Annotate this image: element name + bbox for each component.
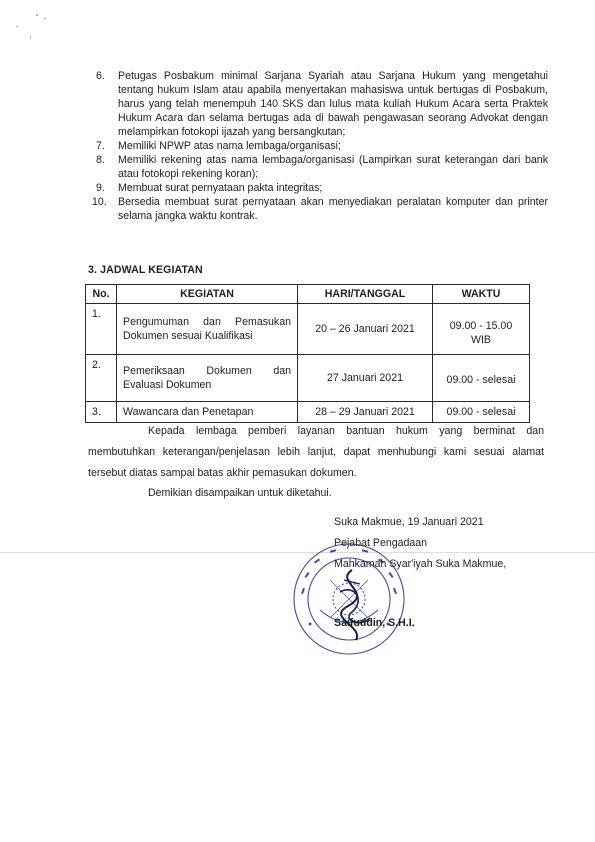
cell-kegiatan: Pemeriksaan Dokumen dan Evaluasi Dokumen [117, 355, 298, 402]
list-text: Memiliki rekening atas nama lembaga/organisasi (Lampirkan surat keterangan dari bank atau fotokopi rekening koran); [118, 154, 548, 180]
header-waktu: WAKTU [433, 285, 530, 304]
list-text: Memiliki NPWP atas nama lembaga/organisasi; [118, 140, 341, 152]
signature-org: Mahkamah Syar'iyah Suka Makmue, [334, 558, 507, 570]
cell-hari: 28 – 29 Januari 2021 [298, 402, 433, 423]
section-title: 3. JADWAL KEGIATAN [88, 264, 203, 276]
list-number: 6. [96, 70, 105, 82]
list-text: Petugas Posbakum minimal Sarjana Syariah atau Sarjana Hukum yang mengetahui tentang hukum Islam atau apabila menyertakan mahasiswa untuk bertugas di Posbakum, harus yang telah menempuh 140 SKS dan lulus mata kuliah Hukum Acara serta Praktek Hukum Acara dan selama bertugas ada di bawah pengawasan seorang Advokat dengan melampirkan fotokopi ijazah yang bersangkutan; [118, 70, 548, 138]
header-hari: HARI/TANGGAL [298, 285, 433, 304]
table-row [86, 304, 530, 355]
cell-kegiatan: Wawancara dan Penetapan [117, 402, 298, 423]
list-item [88, 181, 548, 195]
list-number: 10. [92, 196, 107, 208]
table-header-row [86, 285, 530, 304]
list-text: Membuat surat pernyataan pakta integritas; [118, 182, 323, 194]
closing-paragraph: Kepada lembaga pemberi layanan bantuan hukum yang berminat dan membutuhkan keterangan/penjelasan lebih lanjut, dapat menhubungi kami sesuai alamat tersebut diatas sampai batas akhir pemasukan dokumen. [88, 425, 544, 479]
cell-no: 3. [86, 402, 117, 423]
list-item [88, 153, 548, 181]
list-item [88, 69, 548, 139]
list-item [88, 195, 548, 223]
list-item [88, 139, 548, 153]
header-kegiatan: KEGIATAN [117, 285, 298, 304]
requirements-list [88, 69, 548, 223]
cell-hari: 20 – 26 Januari 2021 [298, 304, 433, 355]
list-number: 7. [96, 140, 105, 152]
list-number: 8. [96, 154, 105, 166]
schedule-table [85, 284, 530, 423]
header-no: No. [86, 285, 117, 304]
scan-specks [14, 12, 54, 42]
cell-waktu: 09.00 - 15.00 WIB [433, 304, 530, 355]
cell-kegiatan: Pengumuman dan Pemasukan Dokumen sesuai Kualifikasi [117, 304, 298, 355]
signature-name: Saifuddin, S.H.I. [334, 617, 415, 629]
table-row [86, 355, 530, 402]
cell-hari: 27 Januari 2021 [298, 355, 433, 402]
signature-place-date: Suka Makmue, 19 Januari 2021 [334, 516, 484, 528]
table-row [86, 402, 530, 423]
closing-remark: Demikian disampaikan untuk diketahui. [148, 487, 332, 499]
signature-role: Pejabat Pengadaan [334, 537, 428, 549]
cell-no: 1. [86, 304, 117, 355]
cell-waktu: 09.00 - selesai [433, 355, 530, 402]
list-text: Bersedia membuat surat pernyataan akan menyediakan peralatan komputer dan printer selama jangka waktu kontrak. [118, 196, 548, 222]
cell-no: 2. [86, 355, 117, 402]
cell-waktu: 09.00 - selesai [433, 402, 530, 423]
list-number: 9. [96, 182, 105, 194]
